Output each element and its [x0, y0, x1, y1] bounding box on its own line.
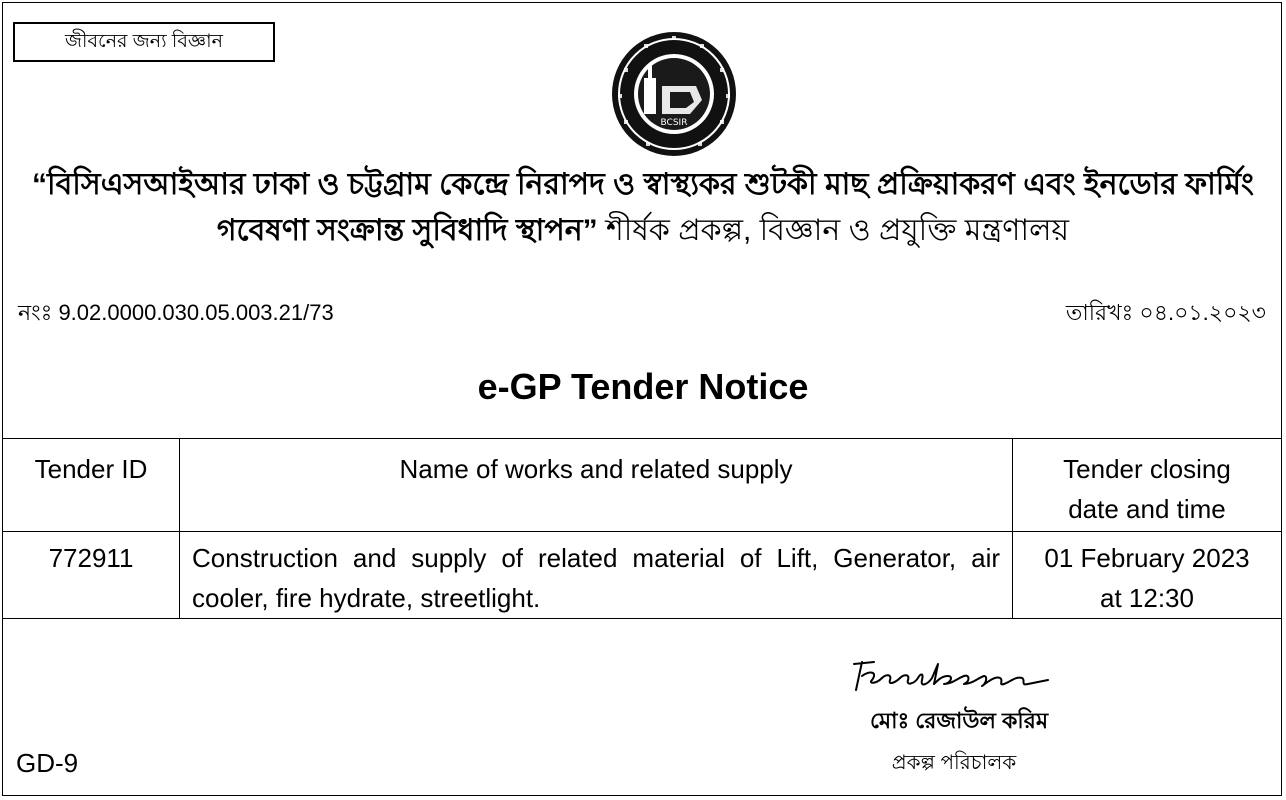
- handwritten-signature: [848, 650, 1068, 703]
- memo-number: নংঃ 9.02.0000.030.05.003.21/73: [18, 300, 334, 325]
- cell-tender-id: 772911: [3, 532, 180, 619]
- project-title: [15, 162, 1271, 254]
- signature-icon: [848, 650, 1068, 698]
- project-title-regular: শীর্ষক প্রকল্প, বিজ্ঞান ও প্রযুক্তি মন্ত্রণালয়: [597, 214, 1070, 247]
- header-closing: [1013, 439, 1282, 532]
- tender-table-header-row: [3, 439, 1282, 532]
- signer-name: মোঃ রেজাউল করিম: [869, 708, 1049, 733]
- cell-closing-line1: 01 February 2023: [1044, 543, 1250, 573]
- header-works: Name of works and related supply: [180, 439, 1013, 532]
- signer-title: প্রকল্প পরিচালক: [891, 752, 1017, 774]
- seal-lettering: BCSIR: [660, 118, 688, 128]
- table-row: [3, 532, 1282, 619]
- cell-closing-line2: at 12:30: [1100, 583, 1194, 613]
- header-closing-line1: Tender closing: [1063, 454, 1231, 484]
- reference-code: GD-9: [16, 748, 79, 778]
- tagline-box: জীবনের জন্য বিজ্ঞান: [13, 22, 275, 62]
- seal-icon: [610, 30, 738, 158]
- cell-works: Construction and supply of related material of Lift, Generator, air cooler, fire hydrate, streetlight.: [180, 532, 1013, 619]
- header-tender-id: Tender ID: [3, 439, 180, 532]
- bcsir-seal-logo: [610, 30, 738, 158]
- header-closing-line2: date and time: [1068, 494, 1226, 524]
- notice-date: তারিখঃ ০৪.০১.২০২৩: [1065, 300, 1266, 325]
- page-title: e-GP Tender Notice: [477, 366, 809, 407]
- cell-closing: [1013, 532, 1282, 619]
- tender-table: [2, 438, 1282, 619]
- project-title-bold: “বিসিএসআইআর ঢাকা ও চট্টগ্রাম কেন্দ্রে নিরাপদ ও স্বাস্থ্যকর শুটকী মাছ প্রক্রিয়াকরণ এবং ইনডোর ফার্মিং গবেষণা সংক্রান্ত সুবিধাদি স্থাপন”: [32, 168, 1254, 247]
